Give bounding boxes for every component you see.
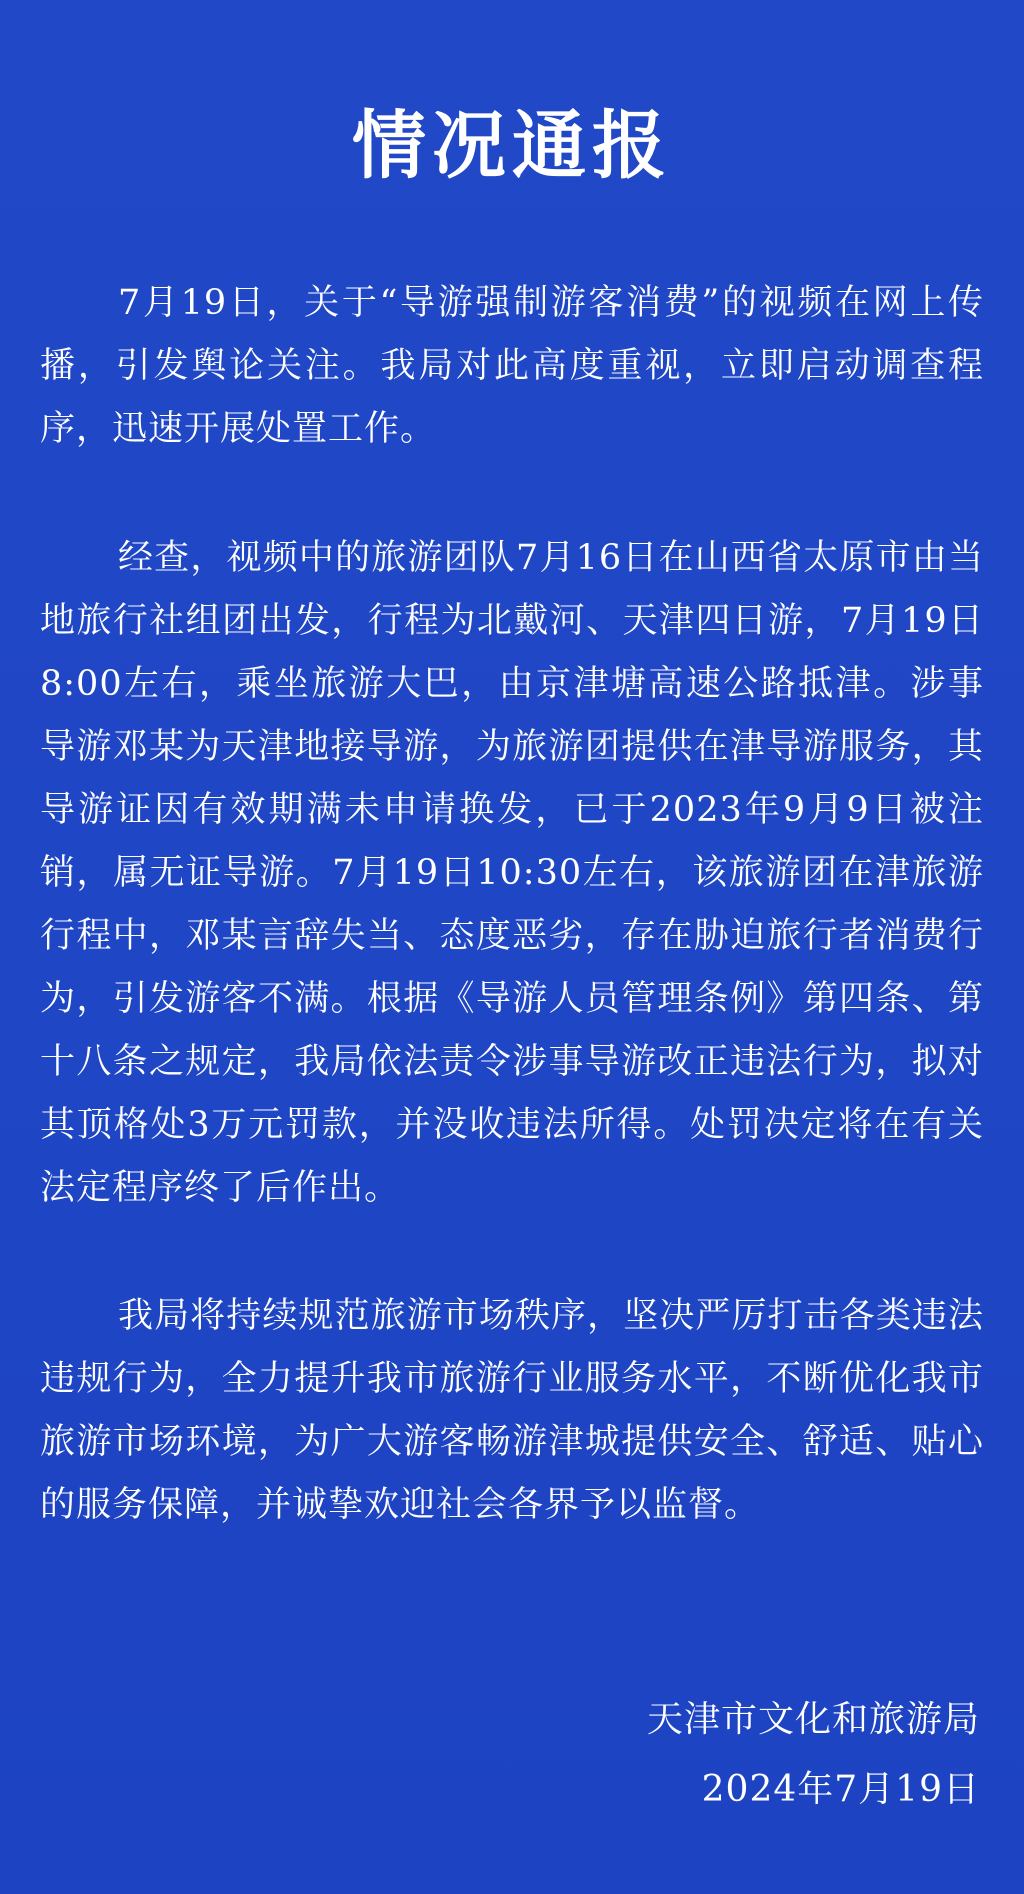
signature-organization: 天津市文化和旅游局 [646, 1699, 980, 1740]
notice-title: 情况通报 [352, 103, 672, 189]
paragraph-investigation: 经查，视频中的旅游团队7月16日在山西省太原市由当地旅行社组团出发，行程为北戴河、天津四日游，7月19日8:00左右，乘坐旅游大巴，由京津塘高速公路抵津。涉事导游邓某为天津地接导游，为旅游团提供在津导游服务，其导游证因有效期满未申请换发，已于2023年9月9日被注销，属无证导游。7月19日10:30左右，该旅游团在津旅游行程中，邓某言辞失当、态度恶劣，存在胁迫旅行者消费行为，引发游客不满。根据《导游人员管理条例》第四条、第十八条之规定，我局依法责令涉事导游改正违法行为，拟对其顶格处3万元罚款，并没收违法所得。处罚决定将在有关法定程序终了后作出。 [40, 538, 984, 1208]
paragraph-intro: 7月19日，关于“导游强制游客消费”的视频在网上传播，引发舆论关注。我局对此高度重视，立即启动调查程序，迅速开展处置工作。 [40, 283, 984, 449]
signature-date: 2024年7月19日 [701, 1769, 980, 1810]
paragraph-commitment: 我局将持续规范旅游市场秩序，坚决严厉打击各类违法违规行为，全力提升我市旅游行业服务水平，不断优化我市旅游市场环境，为广大游客畅游津城提供安全、舒适、贴心的服务保障，并诚挚欢迎社会各界予以监督。 [40, 1296, 984, 1525]
